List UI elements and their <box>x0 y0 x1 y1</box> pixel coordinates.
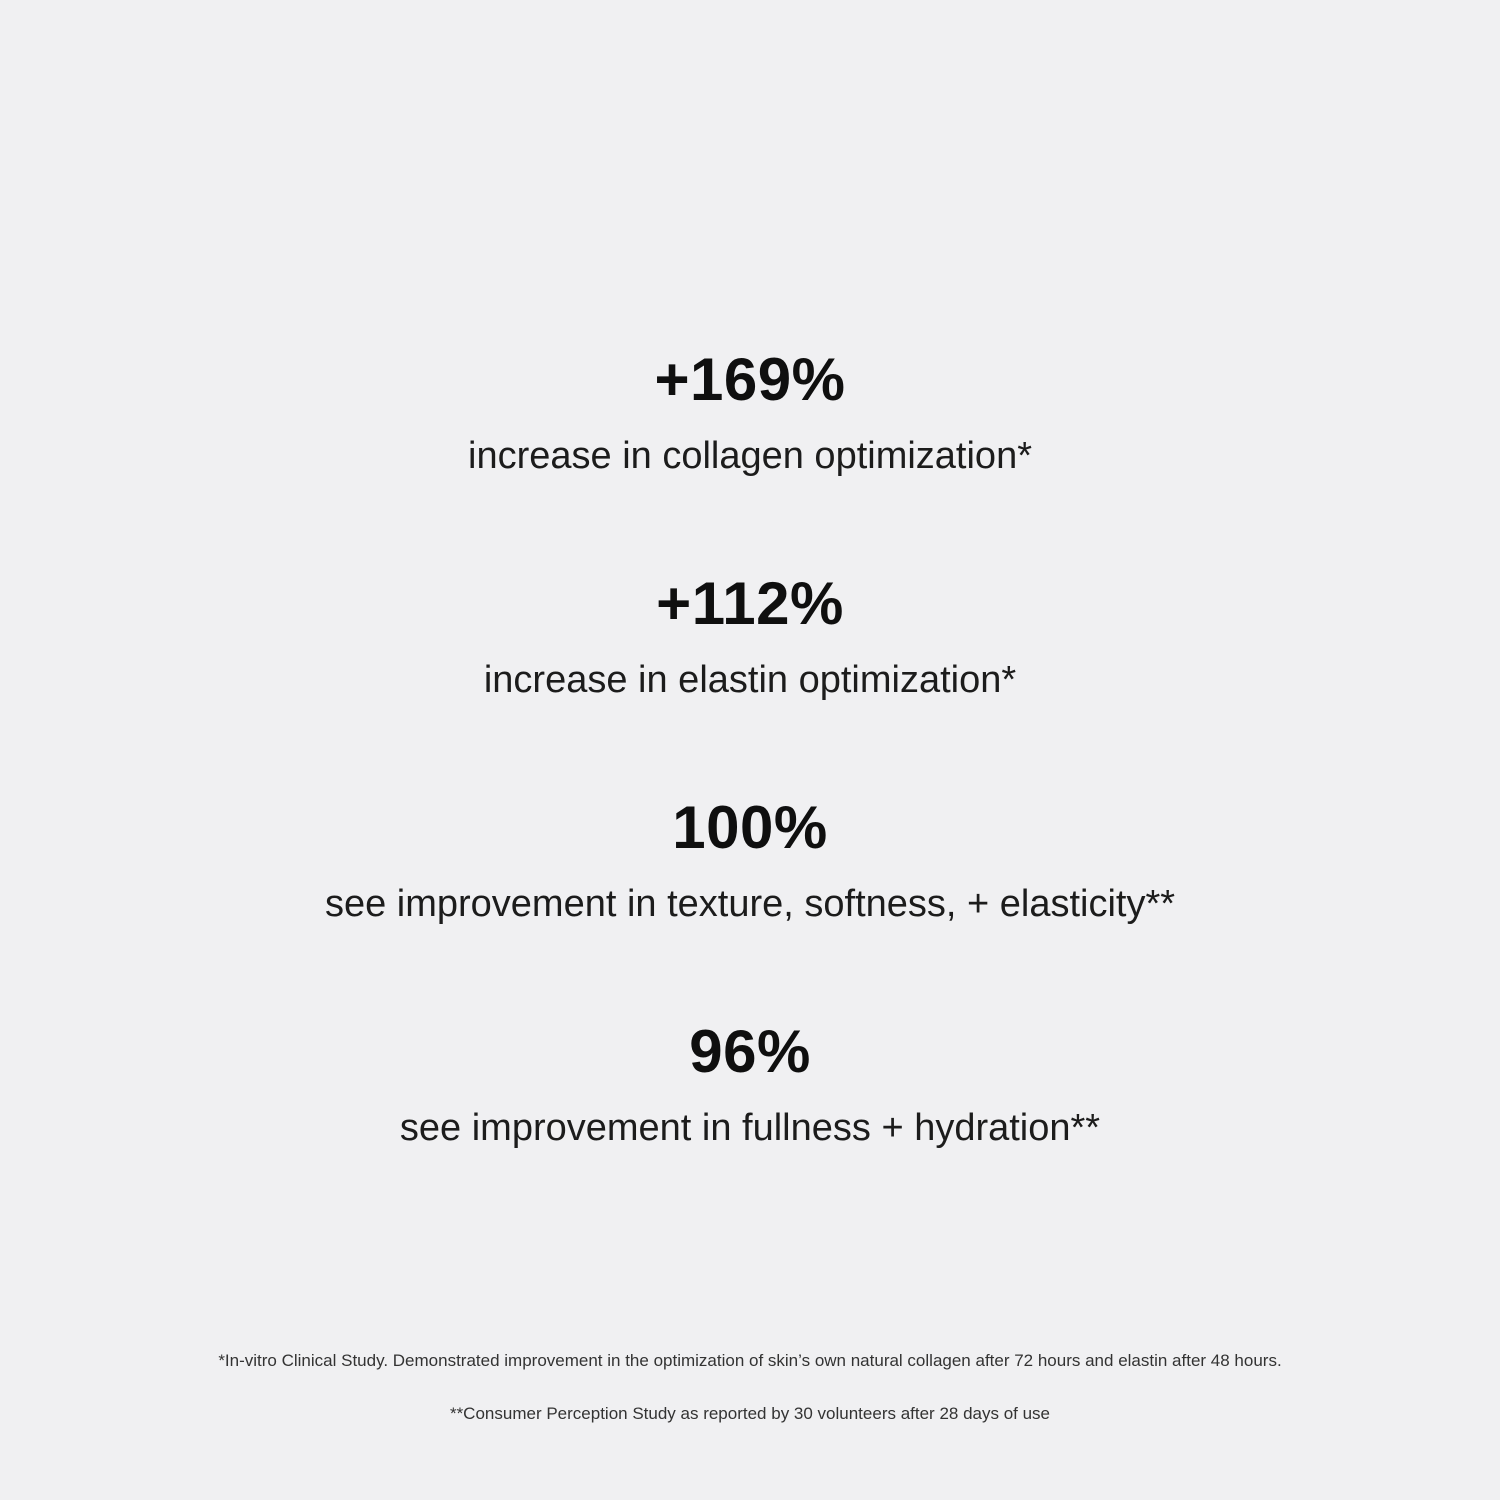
stat-value-fullness: 96% <box>689 1018 811 1085</box>
footnote-clinical-study: *In-vitro Clinical Study. Demonstrated improvement in the optimization of skin’s own natural collagen after 72 hours and elastin after 48 hours. <box>218 1351 1282 1370</box>
stat-value-elastin: +112% <box>656 570 844 637</box>
stat-caption-fullness: see improvement in fullness + hydration** <box>399 1107 1101 1149</box>
stat-caption-texture: see improvement in texture, softness, + elasticity** <box>324 883 1176 925</box>
stat-value-texture: 100% <box>672 794 828 861</box>
footnote-consumer-study: **Consumer Perception Study as reported by 30 volunteers after 28 days of use <box>449 1404 1051 1423</box>
stat-caption-collagen: increase in collagen optimization* <box>468 435 1032 477</box>
stat-caption-elastin: increase in elastin optimization* <box>483 659 1017 701</box>
stat-value-collagen: +169% <box>654 346 846 413</box>
